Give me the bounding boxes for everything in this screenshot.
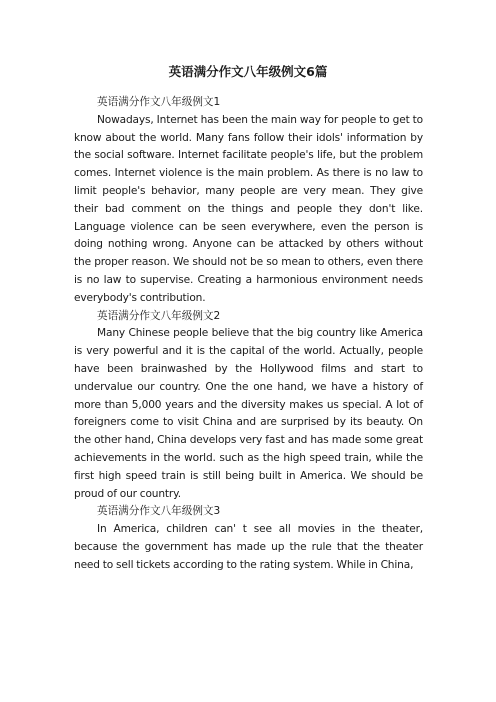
section-3 <box>74 503 423 574</box>
section-paragraph: Nowadays, Internet has been the main way for people to get to know about the world. Many fans follow their idols' information by the social software. Internet facilitate people's life, but the problem comes. Internet violence is the main problem. As there is no law to limit people's behavior, many people are very mean. They give their bad comment on the things and people they don't like. Language violence can be seen everywhere, even the person is doing nothing wrong. Anyone can be attacked by others without the proper reason. We should not be so mean to others, even there is no law to supervise. Creating a harmonious environment needs everybody's contribution. <box>74 113 423 304</box>
section-heading: 英语满分作文八年级例文2 <box>97 309 221 322</box>
section-2 <box>74 308 423 504</box>
section-heading: 英语满分作文八年级例文1 <box>97 96 221 108</box>
document-title: 英语满分作文八年级例文6篇 <box>168 64 328 79</box>
section-paragraph: In America, children can' t see all movies in the theater, because the government has made up the rule that the theater need to sell tickets according to the rating system. While in China, <box>74 523 423 571</box>
section-1 <box>74 94 423 308</box>
section-heading: 英语满分作文八年级例文3 <box>97 505 221 518</box>
document-body <box>74 94 423 575</box>
section-paragraph: Many Chinese people believe that the big country like America is very powerful and it is the capital of the world. Actually, people have been brainwashed by the Hollywood films and start to undervalue our country. One the one hand, we have a history of more than 5,000 years and the diversity makes us special. A lot of foreigners come to visit China and are surprised by its beauty. On the other hand, China develops very fast and has made some great achievements in the world. such as the high speed train, while the first high speed train is still being built in America. We should be proud of our country. <box>74 327 423 500</box>
